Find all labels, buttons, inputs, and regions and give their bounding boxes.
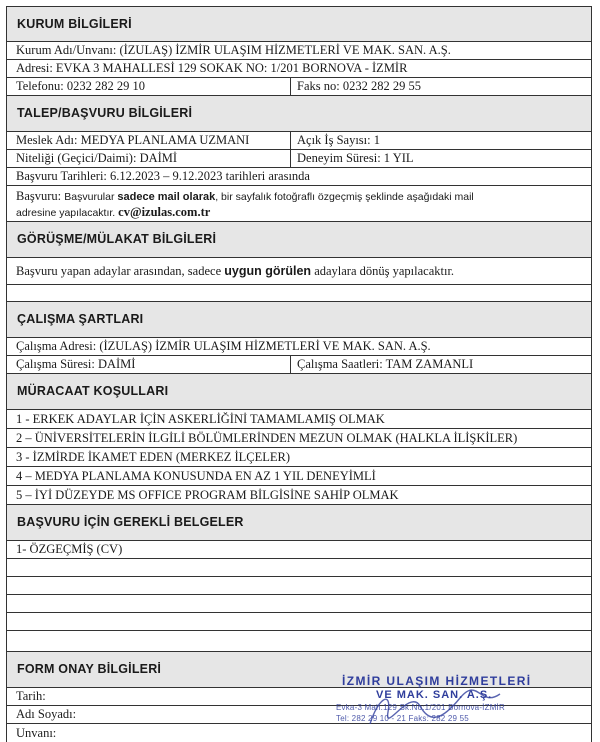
list-item xyxy=(6,486,592,505)
list-item xyxy=(6,429,592,448)
muracaat-item: 4 – MEDYA PLANLAMA KONUSUNDA EN AZ 1 YIL DENEYİMLİ xyxy=(16,468,376,483)
calisma-sure-row xyxy=(6,356,592,374)
basvuru-label: Başvuru: xyxy=(16,189,65,203)
gorusme-text-post: adaylara dönüş yapılacaktır. xyxy=(311,263,455,278)
kurum-contact-row xyxy=(6,78,592,96)
muracaat-item: 2 – ÜNİVERSİTELERİN İLGİLİ BÖLÜMLERİNDEN MEZUN OLMAK (HALKLA İLİŞKİLER) xyxy=(16,430,518,445)
company-stamp xyxy=(330,668,590,724)
basvuru-line2: adresine yapılacaktır. xyxy=(16,207,119,219)
calisma-adres-row xyxy=(6,338,592,356)
basvuru-bold: sadece mail olarak xyxy=(117,191,216,203)
kurum-adres-row xyxy=(6,60,592,78)
acik-is: Açık İş Sayısı: 1 xyxy=(297,133,380,148)
calisma-saat-cell xyxy=(290,356,591,373)
nitelik-row xyxy=(6,150,592,168)
calisma-saat: Çalışma Saatleri: TAM ZAMANLI xyxy=(297,357,474,372)
kurum-adres: Adresi: EVKA 3 MAHALLESİ 129 SOKAK NO: 1/201 BORNOVA - İZMİR xyxy=(16,61,408,76)
telefon: Telefonu: 0232 282 29 10 xyxy=(16,79,145,94)
section-header-kurum xyxy=(6,6,592,42)
section-header-muracaat xyxy=(6,374,592,410)
basvuru-note xyxy=(6,186,592,222)
belge-item: 1- ÖZGEÇMİŞ (CV) xyxy=(16,542,123,557)
section-header-calisma xyxy=(6,302,592,338)
unvani-label: Unvanı: xyxy=(16,725,57,740)
empty-row xyxy=(6,631,592,652)
deneyim: Deneyim Süresi: 1 YIL xyxy=(297,151,414,166)
list-item xyxy=(6,541,592,559)
stamp-line-3: Evka-3 Mah.129 Sk.No:1/201 Bornova-İZMİR xyxy=(336,703,505,712)
deneyim-cell xyxy=(290,150,591,167)
section-title: TALEP/BAŞVURU BİLGİLERİ xyxy=(17,106,193,121)
gorusme-text-pre: Başvuru yapan adaylar arasından, sadece xyxy=(16,263,225,278)
calisma-sure: Çalışma Süresi: DAİMİ xyxy=(16,357,136,372)
section-header-talep xyxy=(6,96,592,132)
kurum-adi-row xyxy=(6,42,592,60)
empty-row xyxy=(6,285,592,302)
nitelik: Niteliği (Geçici/Daimi): DAİMİ xyxy=(16,151,178,166)
faks: Faks no: 0232 282 29 55 xyxy=(297,79,421,94)
stamp-line-1: İZMİR ULAŞIM HİZMETLERİ xyxy=(342,674,532,688)
basvuru-pre: Başvurular xyxy=(64,191,118,203)
empty-row xyxy=(6,559,592,577)
section-title: FORM ONAY BİLGİLERİ xyxy=(17,662,162,677)
gorusme-text-bold: uygun görülen xyxy=(224,263,312,278)
meslek-cell xyxy=(7,132,290,149)
calisma-adres: Çalışma Adresi: (İZULAŞ) İZMİR ULAŞIM HİZMETLERİ VE MAK. SAN. A.Ş. xyxy=(16,339,431,354)
job-posting-form xyxy=(6,6,592,742)
section-title: KURUM BİLGİLERİ xyxy=(17,16,132,31)
section-title: MÜRACAAT KOŞULLARI xyxy=(17,384,169,399)
section-title: GÖRÜŞME/MÜLAKAT BİLGİLERİ xyxy=(17,232,217,247)
calisma-sure-cell xyxy=(7,356,290,373)
acik-is-cell xyxy=(290,132,591,149)
empty-row xyxy=(6,577,592,595)
list-item xyxy=(6,467,592,486)
kurum-adi: Kurum Adı/Unvanı: (İZULAŞ) İZMİR ULAŞIM HİZMETLERİ VE MAK. SAN. A.Ş. xyxy=(16,43,451,58)
tarih-label: Tarih: xyxy=(16,689,46,704)
section-title: ÇALIŞMA ŞARTLARI xyxy=(17,312,144,327)
section-header-belgeler xyxy=(6,505,592,541)
gorusme-text xyxy=(16,265,454,278)
nitelik-cell xyxy=(7,150,290,167)
muracaat-item: 1 - ERKEK ADAYLAR İÇİN ASKERLİĞİNİ TAMAMLAMIŞ OLMAK xyxy=(16,411,385,426)
stamp-line-4: Tel: 282 29 10 - 21 Faks: 282 29 55 xyxy=(336,714,469,723)
section-title: BAŞVURU İÇİN GEREKLİ BELGELER xyxy=(17,515,244,530)
adi-soyadi-label: Adı Soyadı: xyxy=(16,707,77,722)
meslek: Meslek Adı: MEDYA PLANLAMA UZMANI xyxy=(16,133,250,148)
empty-row xyxy=(6,595,592,613)
gorusme-text-row xyxy=(6,258,592,285)
list-item xyxy=(6,448,592,467)
muracaat-item: 5 – İYİ DÜZEYDE MS OFFICE PROGRAM BİLGİSİNE SAHİP OLMAK xyxy=(16,487,399,502)
telefon-cell xyxy=(7,78,290,95)
unvani-row xyxy=(6,724,592,742)
empty-row xyxy=(6,613,592,631)
basvuru-post: , bir sayfalık fotoğraflı özgeçmiş şeklinde aşağıdaki mail xyxy=(215,191,474,203)
stamp-line-2: VE MAK. SAN. A.Ş. xyxy=(376,689,493,701)
section-header-gorusme xyxy=(6,222,592,258)
basvuru-tarihleri: Başvuru Tarihleri: 6.12.2023 – 9.12.2023 tarihleri arasında xyxy=(16,169,310,184)
mail-link[interactable]: cv@izulas.com.tr xyxy=(118,205,211,219)
meslek-row xyxy=(6,132,592,150)
muracaat-item: 3 - İZMİRDE İKAMET EDEN (MERKEZ İLÇELER) xyxy=(16,449,291,464)
tarihler-row xyxy=(6,168,592,186)
faks-cell xyxy=(290,78,591,95)
list-item xyxy=(6,410,592,429)
